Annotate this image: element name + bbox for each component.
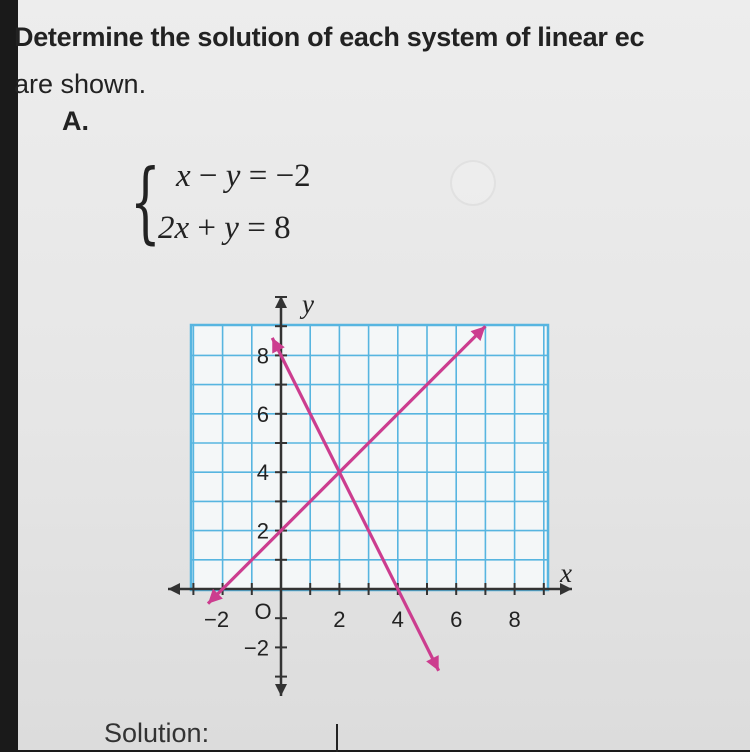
- eq1-operator: −: [198, 158, 218, 194]
- eq2-relation: =: [247, 210, 266, 246]
- y-axis-arrow-down-icon: [275, 684, 287, 696]
- x-axis-label: x: [560, 558, 572, 588]
- origin-label: O: [254, 599, 272, 624]
- eq1-term-b: y: [225, 158, 241, 194]
- y-axis-label: y: [302, 289, 314, 319]
- solution-label: Solution:: [104, 718, 210, 748]
- eq2-rhs: 8: [274, 210, 291, 246]
- y-tick-label: 4: [256, 460, 269, 486]
- eq1-term-a: x: [176, 158, 191, 194]
- x-tick-label: 2: [333, 607, 346, 632]
- y-tick-label: 8: [256, 343, 269, 369]
- x-axis-arrow-left-icon: [168, 583, 180, 595]
- grid-border: [191, 325, 548, 590]
- x-tick-label: 8: [508, 607, 521, 632]
- graph-grid: [191, 325, 548, 590]
- eq2-operator: +: [197, 210, 217, 246]
- system-brace: {: [130, 150, 161, 253]
- x-tick-label: −2: [204, 607, 230, 632]
- y-tick-label: −2: [243, 635, 269, 661]
- x-tick-label: 4: [391, 607, 404, 632]
- eq2-term-b: y: [224, 210, 239, 246]
- eq1-rhs: −2: [275, 158, 311, 194]
- x-tick-label: 6: [450, 607, 463, 632]
- y-tick-label: 6: [256, 401, 269, 427]
- instructions-line-1: Determine the solution of each system of linear ec: [14, 22, 645, 52]
- part-label: A.: [62, 106, 89, 136]
- eq1-relation: =: [248, 158, 268, 194]
- solution-input-cursor[interactable]: [336, 724, 338, 752]
- y-tick-label: 2: [256, 518, 269, 544]
- eq2-term-a: 2x: [158, 210, 190, 246]
- instructions-line-2: are shown.: [14, 69, 147, 99]
